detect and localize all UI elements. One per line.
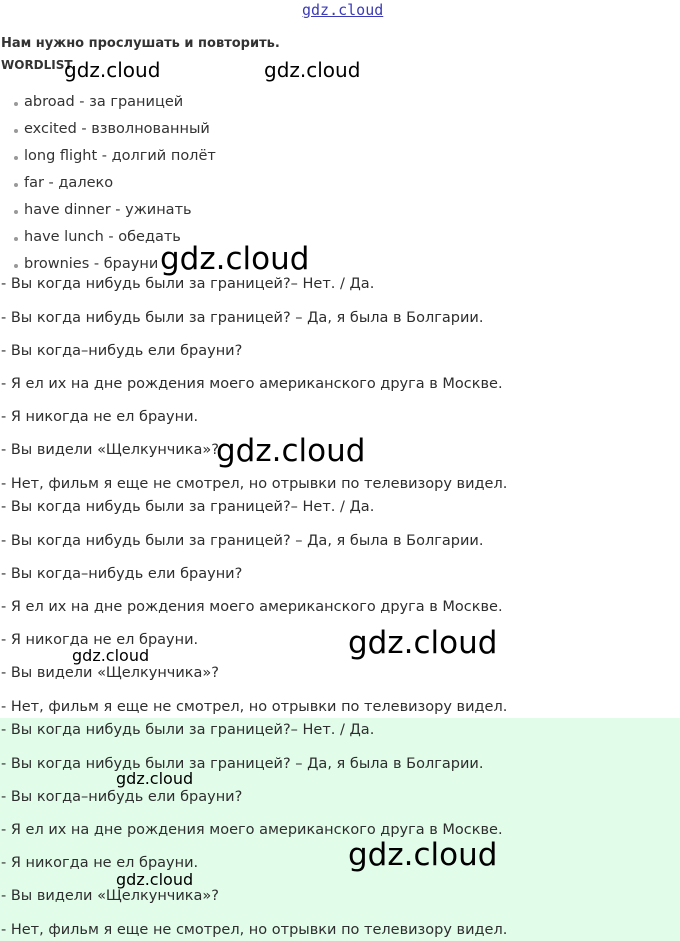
wordlist-item: brownies - брауни: [24, 256, 159, 272]
dialogue-line: - Вы видели «Щелкунчика»?: [1, 665, 220, 681]
dialogue-line: - Вы когда нибудь были за границей? – Да, я была в Болгарии.: [1, 533, 484, 549]
dialogue-line: - Я никогда не ел брауни.: [1, 632, 199, 648]
watermark: gdz.cloud: [348, 625, 498, 661]
wordlist-item: have dinner - ужинать: [24, 202, 192, 218]
watermark: gdz.cloud: [116, 870, 194, 889]
wordlist-item: have lunch - обедать: [24, 229, 181, 245]
watermark: gdz.cloud: [72, 646, 150, 665]
wordlist-item: long flight - долгий полёт: [24, 148, 216, 164]
dialogue-line: - Вы когда нибудь были за границей?– Нет. / Да.: [1, 276, 375, 292]
dialogue-line: - Я ел их на дне рождения моего американского друга в Москве.: [1, 822, 503, 838]
intro-text: Нам нужно прослушать и повторить.: [1, 36, 280, 51]
dialogue-line: - Я ел их на дне рождения моего американского друга в Москве.: [1, 599, 503, 615]
watermark-link[interactable]: gdz.cloud: [302, 1, 384, 19]
dialogue-line: - Вы когда–нибудь ели брауни?: [1, 566, 243, 582]
dialogue-line: - Вы когда нибудь были за границей? – Да, я была в Болгарии.: [1, 310, 484, 326]
dialogue-line: - Вы когда нибудь были за границей? – Да, я была в Болгарии.: [1, 756, 484, 772]
dialogue-block-3-highlighted: [0, 718, 680, 941]
watermark: gdz.cloud: [64, 58, 161, 82]
dialogue-line: - Я никогда не ел брауни.: [1, 855, 199, 871]
wordlist-item: far - далеко: [24, 175, 114, 191]
dialogue-line: - Я ел их на дне рождения моего американского друга в Москве.: [1, 376, 503, 392]
dialogue-line: - Нет, фильм я еще не смотрел, но отрывки по телевизору видел.: [1, 699, 508, 715]
wordlist-item: excited - взволнованный: [24, 121, 210, 137]
watermark: gdz.cloud: [160, 241, 310, 277]
watermark: gdz.cloud: [116, 769, 194, 788]
watermark: gdz.cloud: [264, 58, 361, 82]
dialogue-line: - Вы когда нибудь были за границей?– Нет. / Да.: [1, 722, 375, 738]
watermark: gdz.cloud: [348, 837, 498, 873]
watermark: gdz.cloud: [216, 433, 366, 469]
dialogue-block-2: [0, 495, 680, 717]
wordlist-title: WORDLIST: [1, 58, 73, 72]
dialogue-line: - Вы видели «Щелкунчика»?: [1, 442, 220, 458]
wordlist-item: abroad - за границей: [24, 94, 184, 110]
dialogue-line: - Нет, фильм я еще не смотрел, но отрывки по телевизору видел.: [1, 476, 508, 492]
dialogue-line: - Вы видели «Щелкунчика»?: [1, 888, 220, 904]
dialogue-line: - Вы когда–нибудь ели брауни?: [1, 343, 243, 359]
dialogue-line: - Нет, фильм я еще не смотрел, но отрывки по телевизору видел.: [1, 922, 508, 938]
dialogue-line: - Я никогда не ел брауни.: [1, 409, 199, 425]
dialogue-line: - Вы когда–нибудь ели брауни?: [1, 789, 243, 805]
dialogue-line: - Вы когда нибудь были за границей?– Нет. / Да.: [1, 499, 375, 515]
